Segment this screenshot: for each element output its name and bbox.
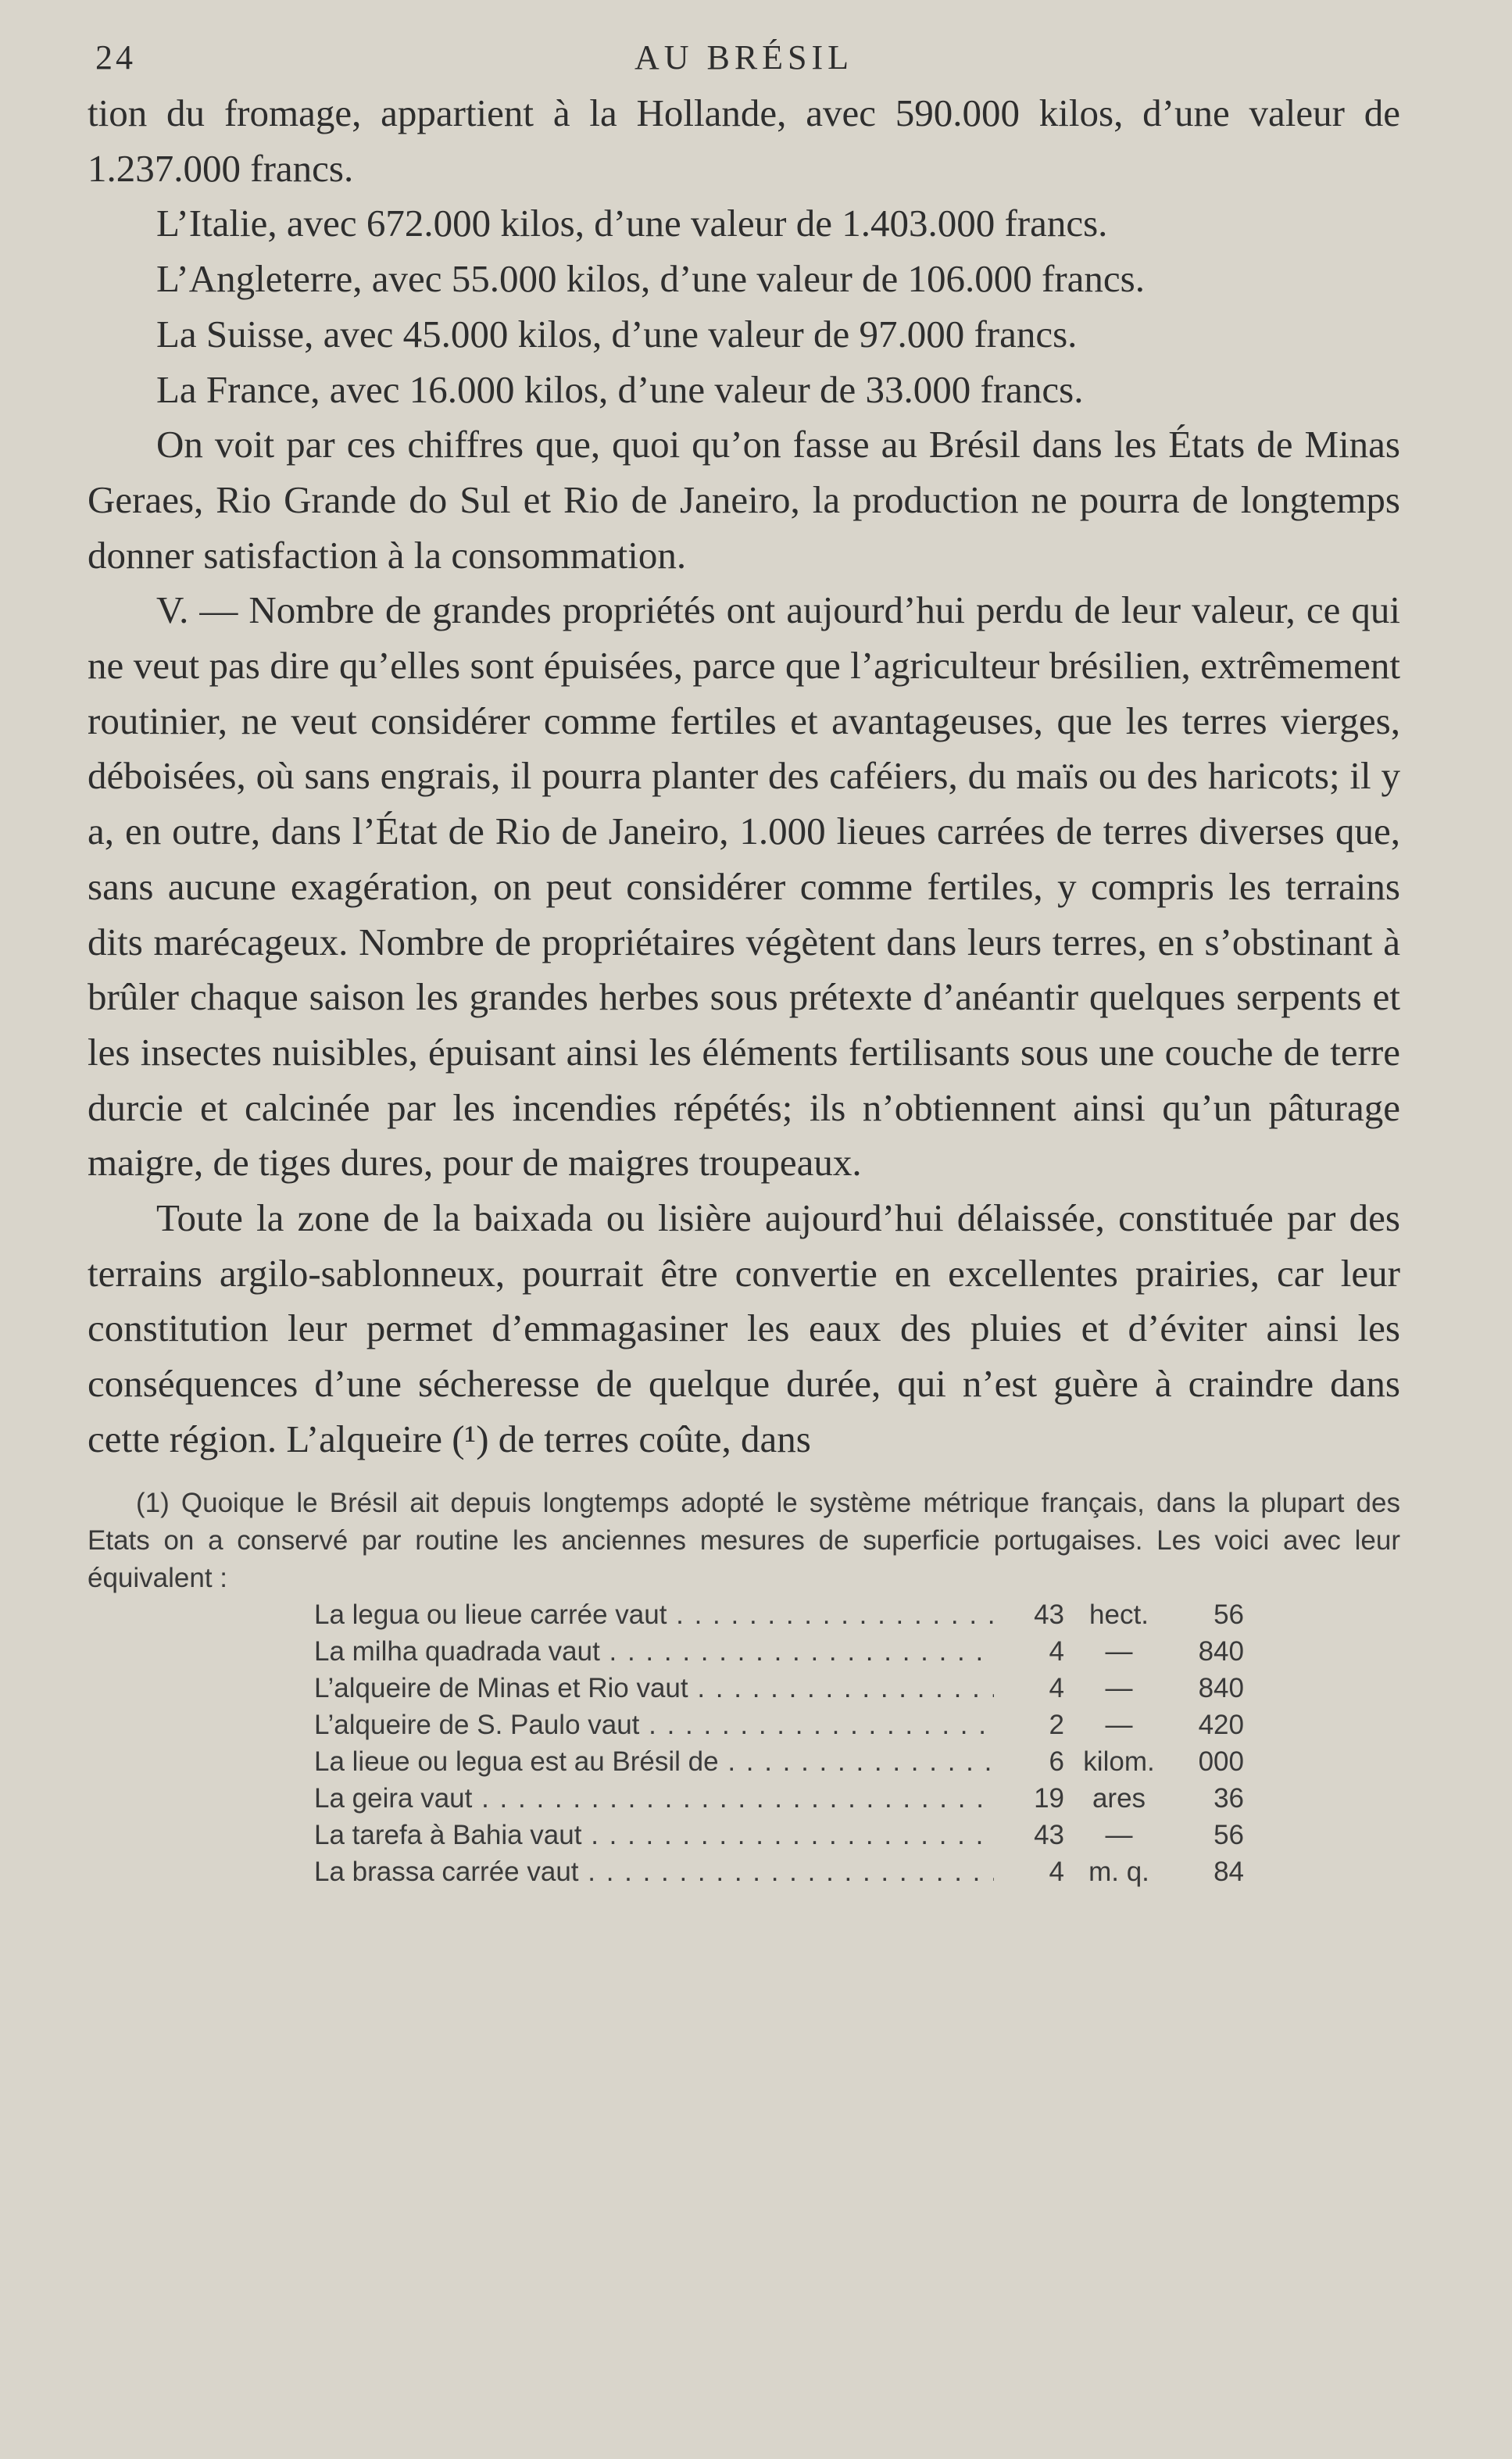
- measure-label: La brassa carrée vaut . . .: [314, 1853, 994, 1891]
- measure-value: 43: [1034, 1820, 1064, 1851]
- measure-label: L’alqueire de S. Paulo vaut . . .: [314, 1707, 994, 1744]
- measure-unit: —: [1105, 1673, 1133, 1704]
- measure-label: La legua ou lieue carrée vaut . . .: [314, 1596, 994, 1634]
- measure-label: La geira vaut . . .: [314, 1780, 994, 1817]
- table-row: [314, 1671, 1330, 1707]
- measure-value: 19: [1034, 1783, 1064, 1814]
- body-text: [88, 86, 1400, 1467]
- paragraph: La Suisse, avec 45.000 kilos, d’une valeur de 97.000 francs.: [156, 312, 1078, 356]
- paragraph: On voit par ces chiffres que, quoi qu’on fasse au Brésil dans les États de Minas Geraes, Rio Grande do Sul et Rio de Janeiro, la production ne pourra de longtemps donner satisfaction à la consommation.: [88, 423, 1400, 577]
- measure-unit: ares: [1092, 1783, 1146, 1814]
- paragraph: La France, avec 16.000 kilos, d’une valeur de 33.000 francs.: [156, 367, 1084, 411]
- measure-subvalue: 56: [1214, 1599, 1244, 1631]
- measure-value: 6: [1049, 1746, 1064, 1778]
- measure-value: 4: [1049, 1636, 1064, 1667]
- measure-subvalue: 840: [1198, 1673, 1244, 1704]
- measure-label: La lieue ou legua est au Brésil de . . .: [314, 1743, 994, 1781]
- measure-label: La tarefa à Bahia vaut . . .: [314, 1817, 994, 1854]
- footnote-text: (1) Quoique le Brésil ait depuis longtemps adopté le système métrique français, dans la plupart des Etats on a conservé par routine les anciennes mesures de superficie portugaises. Les voici avec leur équivalent :: [88, 1487, 1400, 1593]
- measure-value: 4: [1049, 1673, 1064, 1704]
- measure-subvalue: 000: [1198, 1746, 1244, 1778]
- measures-table: [314, 1597, 1330, 1891]
- table-row: [314, 1744, 1330, 1781]
- table-row: [314, 1597, 1330, 1634]
- table-row: [314, 1707, 1330, 1744]
- measure-subvalue: 84: [1214, 1857, 1244, 1888]
- measure-unit: hect.: [1089, 1599, 1149, 1631]
- page-number: 24: [95, 38, 136, 77]
- measure-unit: m. q.: [1088, 1857, 1149, 1888]
- measure-value: 43: [1034, 1599, 1064, 1631]
- measure-unit: —: [1105, 1636, 1133, 1667]
- paragraph: tion du fromage, appartient à la Hollande, avec 590.000 kilos, d’une valeur de 1.237.000 francs.: [88, 91, 1400, 190]
- paragraph: Toute la zone de la baixada ou lisière aujourd’hui délaissée, constituée par des terrains argilo-sablonneux, pourrait être convertie en excellentes prairies, car leur constitution leur permet d’emmagasiner les eaux des pluies et d’éviter ainsi les conséquences d’une sécheresse de quelque durée, qui n’est guère à craindre dans cette région. L’alqueire (¹) de terres coûte, dans: [88, 1196, 1400, 1460]
- paragraph: V. — Nombre de grandes propriétés ont aujourd’hui perdu de leur valeur, ce qui ne veut pas dire qu’elles sont épuisées, parce que l’agriculteur brésilien, extrêmement routinier, ne veut considérer comme fertiles et avantageuses, que les terres vierges, déboisées, où sans engrais, il pourra planter des caféiers, du maïs ou des haricots; il y a, en outre, dans l’État de Rio de Janeiro, 1.000 lieues carrées de terres diverses que, sans aucune exagération, on peut considérer comme fertiles, y compris les terrains dits marécageux. Nombre de propriétaires végètent dans leurs terres, en s’obstinant à brûler chaque saison les grandes herbes sous prétexte d’anéantir quelques serpents et les insectes nuisibles, épuisant ainsi les éléments fertilisants sous une couche de terre durcie et calcinée par les incendies répétés; ils n’obtiennent ainsi qu’un pâturage maigre, de tiges dures, pour de maigres troupeaux.: [88, 588, 1400, 1185]
- table-row: [314, 1634, 1330, 1671]
- page-header: [88, 31, 1400, 86]
- measure-value: 2: [1049, 1710, 1064, 1741]
- running-title: AU BRÉSIL: [634, 38, 854, 77]
- paragraph: L’Angleterre, avec 55.000 kilos, d’une valeur de 106.000 francs.: [156, 257, 1145, 301]
- paragraph: L’Italie, avec 672.000 kilos, d’une valeur de 1.403.000 francs.: [156, 202, 1108, 245]
- measure-subvalue: 36: [1214, 1783, 1244, 1814]
- footnote: [88, 1485, 1400, 1891]
- measure-label: L’alqueire de Minas et Rio vaut . . .: [314, 1670, 994, 1707]
- table-row: [314, 1781, 1330, 1817]
- page: [88, 31, 1400, 1891]
- table-row: [314, 1854, 1330, 1891]
- measure-unit: —: [1105, 1710, 1133, 1741]
- measure-label: La milha quadrada vaut . . .: [314, 1633, 994, 1671]
- measure-unit: —: [1105, 1820, 1133, 1851]
- measure-value: 4: [1049, 1857, 1064, 1888]
- measure-subvalue: 840: [1198, 1636, 1244, 1667]
- measure-subvalue: 56: [1214, 1820, 1244, 1851]
- table-row: [314, 1817, 1330, 1854]
- measure-subvalue: 420: [1198, 1710, 1244, 1741]
- measure-unit: kilom.: [1083, 1746, 1155, 1778]
